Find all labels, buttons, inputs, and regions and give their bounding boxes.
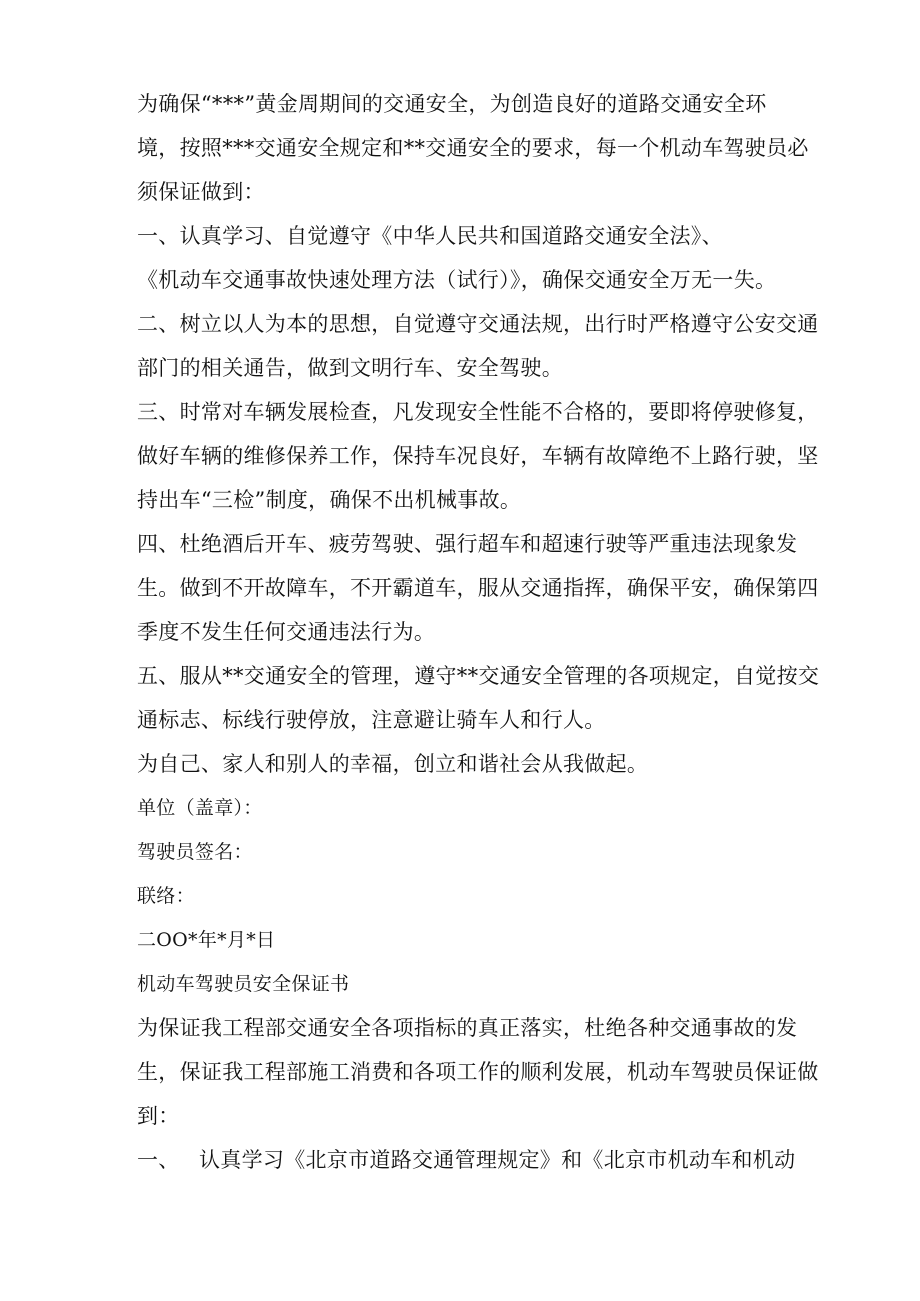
paragraph-line: 《机动车交通事故快速处理方法（试行）》，确保交通安全万无一失。 xyxy=(137,268,777,292)
paragraph-line: 到： xyxy=(137,1104,180,1128)
unit-seal-label: 单位（盖章）： xyxy=(137,797,263,819)
paragraph-line: 一、认真学习、自觉遵守《中华人民共和国道路交通安全法》、 xyxy=(137,224,723,248)
paragraph-line: 须保证做到： xyxy=(137,180,265,204)
paragraph-line: 做好车辆的维修保养工作，保持车况良好，车辆有故障绝不上路行驶，坚 xyxy=(137,444,819,468)
paragraph-line: 四、杜绝酒后开车、疲劳驾驶、强行超车和超速行驶等严重违法现象发 xyxy=(137,532,798,556)
closing-line: 为自己、家人和别人的幸福，创立和谐社会从我做起。 xyxy=(137,752,649,776)
list-item-number: 一、 xyxy=(137,1148,180,1172)
paragraph-line: 部门的相关通告，做到文明行车、安全驾驶。 xyxy=(137,356,563,380)
paragraph-line: 为保证我工程部交通安全各项指标的真正落实，杜绝各种交通事故的发 xyxy=(137,1016,798,1040)
paragraph-line: 生，保证我工程部施工消费和各项工作的顺利发展，机动车驾驶员保证做 xyxy=(137,1060,819,1084)
paragraph-line: 五、服从**交通安全的管理，遵守**交通安全管理的各项规定，自觉按交 xyxy=(137,664,820,688)
paragraph-line: 为确保“***”黄金周期间的交通安全，为创造良好的道路交通安全环 xyxy=(137,92,767,116)
driver-signature-label: 驾驶员签名： xyxy=(137,841,253,863)
paragraph-line: 季度不发生任何交通违法行为。 xyxy=(137,620,436,644)
list-item-text: 认真学习《北京市道路交通管理规定》和《北京市机动车和机动 xyxy=(199,1148,796,1172)
paragraph-line: 二、树立以人为本的思想，自觉遵守交通法规，出行时严格遵守公安交通 xyxy=(137,312,819,336)
paragraph-line: 三、时常对车辆发展检查，凡发现安全性能不合格的，要即将停驶修复， xyxy=(137,400,819,424)
date-line: 二OO*年*月*日 xyxy=(137,929,276,951)
list-item xyxy=(137,1146,797,1174)
paragraph-line: 境，按照***交通安全规定和**交通安全的要求，每一个机动车驾驶员必 xyxy=(137,136,809,160)
contact-label: 联络： xyxy=(137,885,195,907)
paragraph-line: 生。做到不开故障车，不开霸道车，服从交通指挥，确保平安，确保第四 xyxy=(137,576,819,600)
paragraph-line: 通标志、标线行驶停放，注意避让骑车人和行人。 xyxy=(137,708,606,732)
paragraph-line: 持出车“三检”制度，确保不出机械事故。 xyxy=(137,488,522,512)
section-title: 机动车驾驶员安全保证书 xyxy=(137,973,350,995)
